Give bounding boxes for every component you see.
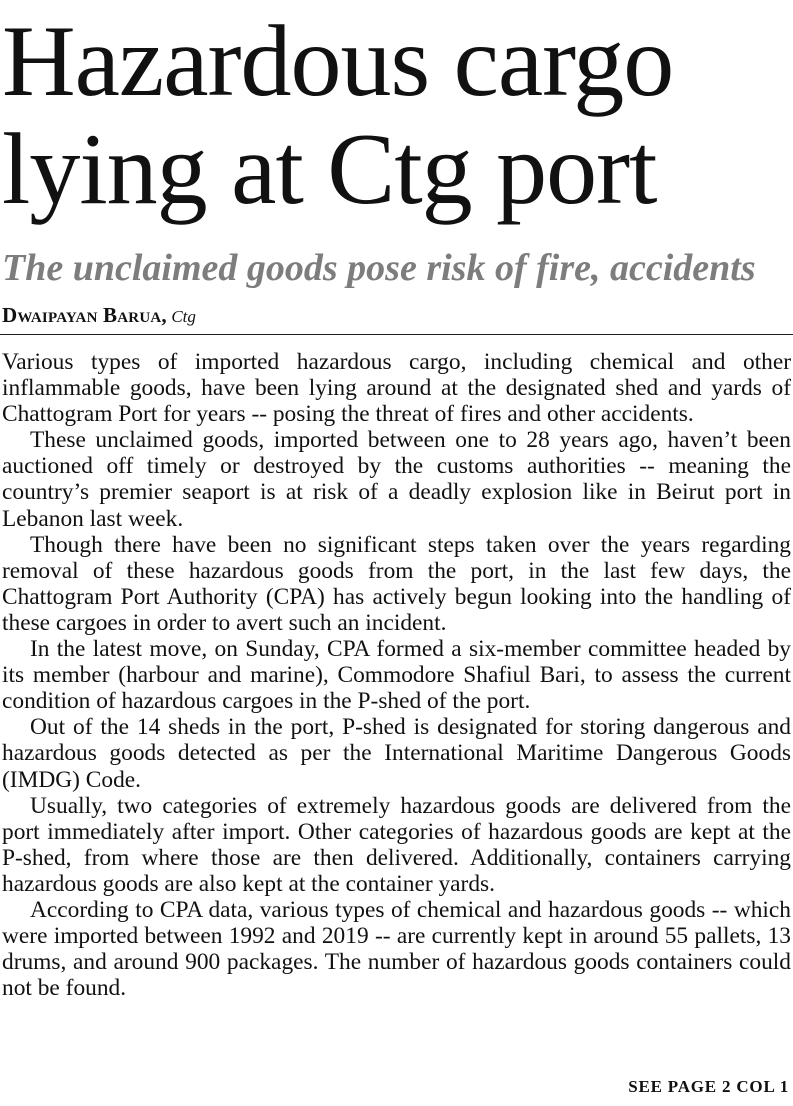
byline [2,303,196,329]
byline-divider [0,334,793,335]
body-paragraph: In the latest move, on Sunday, CPA formed a six-member committee headed by its member (harbour and marine), Commodore Shafiul Bari, to assess the current condition of hazardous cargoes in the P-shed of the port. [2,636,791,715]
body-paragraph: Various types of imported hazardous cargo, including chemical and other inflammable goods, have been lying around at the designated shed and yards of Chattogram Port for years -- posing the threat of fires and other accidents. [2,349,791,428]
byline-location: Ctg [171,307,196,326]
headline-line-1: Hazardous cargo [2,5,674,118]
article-body [2,349,791,1001]
subheadline: The unclaimed goods pose risk of fire, accidents [2,247,756,289]
body-paragraph: According to CPA data, various types of chemical and hazardous goods -- which were imported between 1992 and 2019 -- are currently kept in around 55 pallets, 13 drums, and around 900 packages. The number of hazardous goods containers could not be found. [2,896,791,1002]
continuation-jump-line: SEE PAGE 2 COL 1 [628,1077,789,1096]
body-paragraph: Out of the 14 sheds in the port, P-shed is designated for storing dangerous and hazardous goods detected as per the International Maritime Dangerous Goods (IMDG) Code. [2,714,791,793]
body-paragraph: Though there have been no significant steps taken over the years regarding removal of these hazardous goods from the port, in the last few days, the Chattogram Port Authority (CPA) has actively begun looking into the handling of these cargoes in order to avert such an incident. [2,531,791,636]
body-paragraph: Usually, two categories of extremely hazardous goods are delivered from the port immediately after import. Other categories of hazardous goods are kept at the P-shed, from where those are then delivered. Additionally, containers carrying hazardous goods are also kept at the container yards. [2,792,791,897]
headline [2,5,792,226]
body-paragraph: These unclaimed goods, imported between one to 28 years ago, haven’t been auctioned off timely or destroyed by the customs authorities -- meaning the country’s premier seaport is at risk of a deadly explosion like in Beirut port in Lebanon last week. [2,427,791,532]
byline-author: Dwaipayan Barua, [2,303,167,327]
headline-line-2: lying at Ctg port [2,113,657,226]
